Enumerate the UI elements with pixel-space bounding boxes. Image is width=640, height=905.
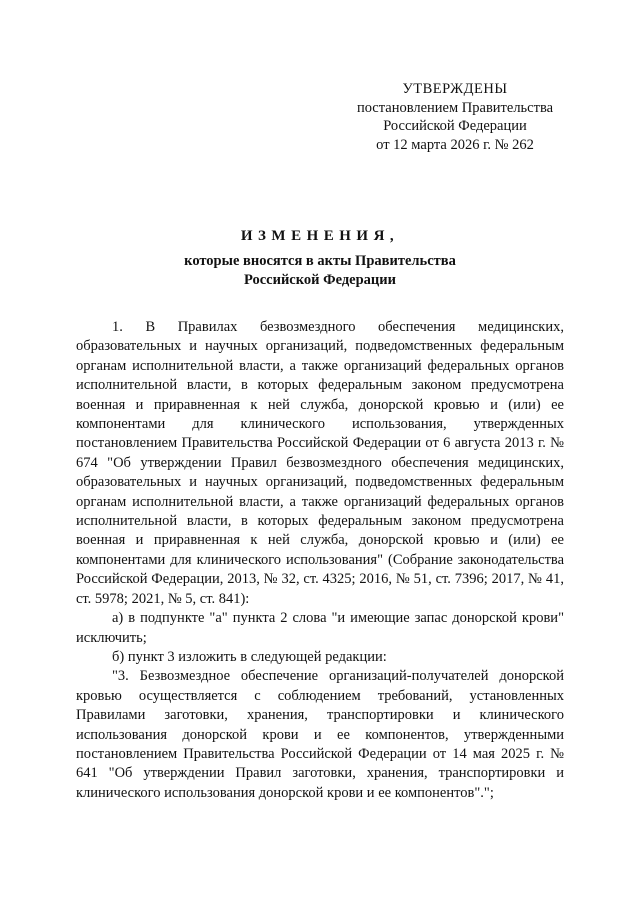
paragraph-3: б) пункт 3 изложить в следующей редакции: <box>112 648 387 665</box>
paragraph-1: 1. В Правилах безвозмездного обеспечения медицинских, образовательных и научных организаций, подведомственных федеральным органам исполнительной власти, а также организаций федеральных органов исполнительной власти, в которых федеральным законом предусмотрена военная и приравненная к ней служба, донорской кровью и (или) ее компонентами для клинического использования, утвержденных постановлением Правительства Российской Федерации от 6 августа 2013 г. № 674 "Об утверждении Правил безвозмездного обеспечения медицинских, образовательных и научных организаций, подведомственных федеральным органам исполнительной власти, а также организаций федеральных органов исполнительной власти, в которых федеральным законом предусмотрена военная и приравненная к ней служба, донорской кровью и (или) ее компонентами для клинического использования" (Собрание законодательства Российской Федерации, 2013, № 32, ст. 4325; 2016, № 51, ст. 7396; 2017, № 41, ст. 5978; 2021, № 5, ст. 841): <box>76 319 564 607</box>
title-sub-line-1: которые вносятся в акты Правительства <box>184 253 456 269</box>
document-title <box>0 226 640 289</box>
document-body <box>76 318 564 803</box>
title-sub-line-2: Российской Федерации <box>243 271 396 288</box>
approval-line-3: от 12 марта 2026 г. № 262 <box>376 136 534 153</box>
paragraph-2: а) в подпункте "а" пункта 2 слова "и имеющие запас донорской крови" исключить; <box>76 610 564 646</box>
paragraph-4: "3. Безвозмездное обеспечение организаций-получателей донорской кровью осуществляется с соблюдением требований, установленных Правилами заготовки, хранения, транспортировки и клинического использования донорской крови и ее компонентов, утвержденными постановлением Правительства Российской Федерации от 14 мая 2025 г. № 641 "Об утверждении Правил заготовки, хранения, транспортировки и клинического использования донорской крови и ее компонентов"."; <box>76 668 564 801</box>
approved-heading: УТВЕРЖДЕНЫ <box>402 81 508 97</box>
approval-stamp <box>340 80 570 154</box>
approval-line-2: Российской Федерации <box>383 118 527 134</box>
title-main: ИЗМЕНЕНИЯ, <box>240 228 400 244</box>
approval-line-1: постановлением Правительства <box>356 99 554 116</box>
